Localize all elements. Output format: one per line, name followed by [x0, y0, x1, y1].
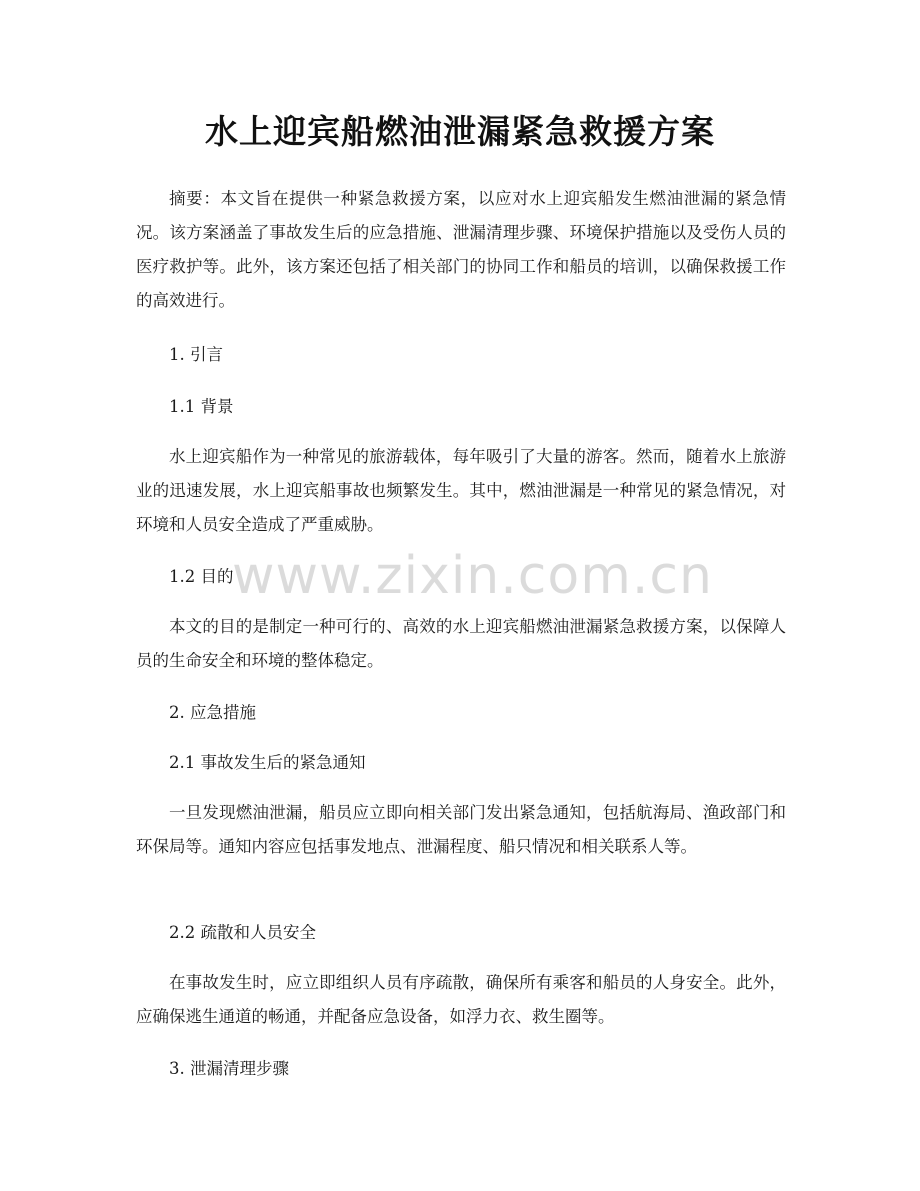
section-heading-2-1: 2.1 事故发生后的紧急通知 — [169, 753, 366, 772]
paragraph-2-1: 一旦发现燃油泄漏，船员应立即向相关部门发出紧急通知，包括航海局、渔政部门和环保局等。通知内容应包括事发地点、泄漏程度、船只情况和相关联系人等。 — [136, 803, 786, 856]
watermark: www.zixin.com.cn — [232, 546, 713, 606]
section-heading-1-1: 1.1 背景 — [169, 397, 234, 416]
paragraph-2-2: 在事故发生时，应立即组织人员有序疏散，确保所有乘客和船员的人身安全。此外，应确保逃生通道的畅通，并配备应急设备，如浮力衣、救生圈等。 — [136, 973, 786, 1026]
section-heading-3: 3. 泄漏清理步骤 — [169, 1059, 289, 1078]
paragraph-1-2: 本文的目的是制定一种可行的、高效的水上迎宾船燃油泄漏紧急救援方案，以保障人员的生命安全和环境的整体稳定。 — [136, 617, 786, 670]
section-heading-2: 2. 应急措施 — [169, 703, 256, 722]
document-title: 水上迎宾船燃油泄漏紧急救援方案 — [205, 112, 715, 151]
paragraph-1-1: 水上迎宾船作为一种常见的旅游载体，每年吸引了大量的游客。然而，随着水上旅游业的迅速发展，水上迎宾船事故也频繁发生。其中，燃油泄漏是一种常见的紧急情况，对环境和人员安全造成了严重威胁。 — [136, 447, 786, 534]
section-heading-1: 1. 引言 — [169, 345, 223, 364]
abstract-paragraph: 摘要：本文旨在提供一种紧急救援方案，以应对水上迎宾船发生燃油泄漏的紧急情况。该方案涵盖了事故发生后的应急措施、泄漏清理步骤、环境保护措施以及受伤人员的医疗救护等。此外，该方案还包括了相关部门的协同工作和船员的培训，以确保救援工作的高效进行。 — [136, 189, 786, 310]
section-heading-1-2: 1.2 目的 — [169, 567, 234, 586]
section-heading-2-2: 2.2 疏散和人员安全 — [169, 923, 316, 942]
